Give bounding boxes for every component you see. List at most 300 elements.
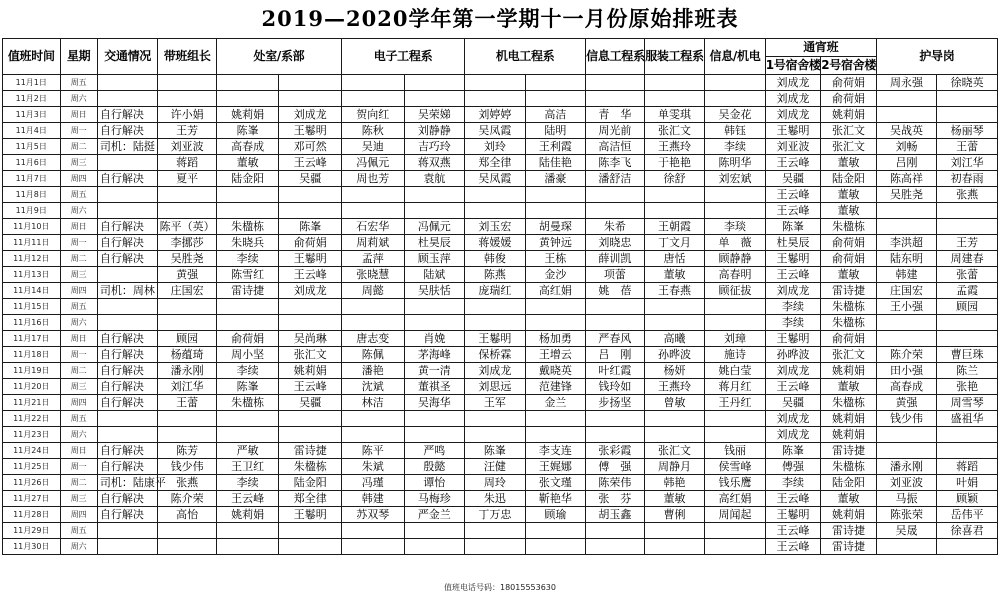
header-fashion: 服装工程系: [644, 39, 705, 75]
cell-guard-1: 李洪超: [876, 235, 937, 251]
table-row: [3, 219, 998, 235]
cell-electronic-1: [342, 523, 405, 539]
cell-guard-2: 徐晓英: [937, 75, 998, 91]
cell-week: 周日: [60, 443, 97, 459]
cell-date: 11月3日: [3, 107, 61, 123]
cell-mechatronic-1: 刘成龙: [465, 363, 526, 379]
cell-mechatronic-1: [465, 75, 526, 91]
cell-traffic: [97, 155, 158, 171]
cell-guard-2: [937, 331, 998, 347]
cell-dorm1: 吴疆: [765, 171, 820, 187]
cell-guard-1: 陈张荣: [876, 507, 937, 523]
cell-traffic: 司机：周林: [97, 283, 158, 299]
cell-traffic: 自行解决: [97, 395, 158, 411]
cell-traffic: 自行解决: [97, 171, 158, 187]
cell-guard-1: 刘畅: [876, 139, 937, 155]
cell-info-mech: [705, 539, 766, 555]
cell-mechatronic-2: [525, 411, 586, 427]
cell-info-mech: [705, 91, 766, 107]
cell-date: 11月23日: [3, 427, 61, 443]
cell-electronic-2: 马梅珍: [404, 491, 465, 507]
cell-dorm2: 雷诗捷: [821, 443, 877, 459]
table-row: [3, 91, 998, 107]
cell-date: 11月12日: [3, 251, 61, 267]
cell-guard-1: 黄强: [876, 395, 937, 411]
cell-dorm1: 刘亚波: [765, 139, 820, 155]
cell-office-1: 俞荷娟: [216, 331, 279, 347]
table-row: [3, 523, 998, 539]
cell-fashion: 徐舒: [644, 171, 705, 187]
cell-office-2: 王鬈明: [279, 251, 342, 267]
cell-date: 11月21日: [3, 395, 61, 411]
cell-guard-2: [937, 443, 998, 459]
cell-electronic-1: 朱斌: [342, 459, 405, 475]
cell-guard-1: [876, 91, 937, 107]
cell-dorm2: 姚莉娟: [821, 427, 877, 443]
cell-office-1: 雷诗捷: [216, 283, 279, 299]
cell-info: [586, 315, 645, 331]
cell-office-2: 王云峰: [279, 379, 342, 395]
cell-electronic-2: [404, 427, 465, 443]
cell-mechatronic-2: 张文瑾: [525, 475, 586, 491]
cell-dorm1: 陈峯: [765, 219, 820, 235]
cell-fashion: 单雯琪: [644, 107, 705, 123]
cell-info-mech: [705, 299, 766, 315]
cell-guard-2: [937, 219, 998, 235]
cell-dorm2: 姚莉娟: [821, 363, 877, 379]
cell-mechatronic-1: [465, 299, 526, 315]
cell-dorm1: 孙晔波: [765, 347, 820, 363]
cell-guard-1: 陈介荣: [876, 347, 937, 363]
cell-week: 周五: [60, 187, 97, 203]
cell-electronic-1: 周莉斌: [342, 235, 405, 251]
cell-office-2: 王云峰: [279, 155, 342, 171]
cell-info-mech: 侯雪峰: [705, 459, 766, 475]
cell-mechatronic-1: 汪健: [465, 459, 526, 475]
cell-dorm1: 李续: [765, 475, 820, 491]
cell-leader: [158, 75, 217, 91]
cell-office-1: [216, 411, 279, 427]
cell-fashion: 王燕玲: [644, 139, 705, 155]
table-row: [3, 187, 998, 203]
cell-electronic-2: 谭怡: [404, 475, 465, 491]
cell-electronic-1: 周懿: [342, 283, 405, 299]
cell-mechatronic-1: [465, 411, 526, 427]
cell-dorm2: 董敏: [821, 379, 877, 395]
cell-mechatronic-1: [465, 427, 526, 443]
cell-info: 薛训凯: [586, 251, 645, 267]
cell-office-1: 姚莉娟: [216, 507, 279, 523]
cell-electronic-1: [342, 187, 405, 203]
cell-office-1: 陈峯: [216, 379, 279, 395]
cell-office-1: [216, 315, 279, 331]
cell-electronic-2: 陆斌: [404, 267, 465, 283]
cell-week: 周二: [60, 363, 97, 379]
cell-fashion: [644, 523, 705, 539]
cell-week: 周一: [60, 347, 97, 363]
cell-electronic-2: 黄一清: [404, 363, 465, 379]
cell-mechatronic-1: 王鬈明: [465, 331, 526, 347]
cell-electronic-1: 冯佩元: [342, 155, 405, 171]
table-row: [3, 251, 998, 267]
header-info: 信息工程系: [586, 39, 645, 75]
cell-guard-1: 田小强: [876, 363, 937, 379]
cell-fashion: [644, 427, 705, 443]
cell-leader: 黄强: [158, 267, 217, 283]
cell-guard-1: [876, 203, 937, 219]
cell-dorm1: 王鬈明: [765, 507, 820, 523]
cell-electronic-2: 杜昊辰: [404, 235, 465, 251]
cell-dorm2: 姚莉娟: [821, 507, 877, 523]
table-row: [3, 491, 998, 507]
cell-dorm2: 朱楹栋: [821, 315, 877, 331]
header-overnight: 通宵班: [765, 39, 876, 57]
cell-mechatronic-1: 蒋媛媛: [465, 235, 526, 251]
cell-mechatronic-1: 陈燕: [465, 267, 526, 283]
table-row: [3, 475, 998, 491]
cell-office-2: 吴尚琳: [279, 331, 342, 347]
cell-office-2: 俞荷娟: [279, 235, 342, 251]
cell-info-mech: 李琰: [705, 219, 766, 235]
cell-dorm1: 王云峰: [765, 379, 820, 395]
cell-date: 11月8日: [3, 187, 61, 203]
cell-dorm2: 俞荷娟: [821, 331, 877, 347]
cell-office-2: [279, 187, 342, 203]
cell-electronic-1: 林洁: [342, 395, 405, 411]
header-guard: 护导岗: [876, 39, 997, 75]
cell-info-mech: 刘宏斌: [705, 171, 766, 187]
cell-mechatronic-1: [465, 539, 526, 555]
cell-traffic: [97, 315, 158, 331]
cell-traffic: [97, 523, 158, 539]
cell-office-2: 张汇文: [279, 347, 342, 363]
cell-guard-2: [937, 539, 998, 555]
table-row: [3, 203, 998, 219]
cell-date: 11月26日: [3, 475, 61, 491]
cell-mechatronic-1: 丁万忠: [465, 507, 526, 523]
cell-week: 周三: [60, 267, 97, 283]
cell-dorm2: 董敏: [821, 203, 877, 219]
cell-leader: [158, 427, 217, 443]
cell-leader: [158, 539, 217, 555]
cell-office-2: 姚莉娟: [279, 363, 342, 379]
cell-dorm1: 王云峰: [765, 187, 820, 203]
table-row: [3, 411, 998, 427]
cell-date: 11月27日: [3, 491, 61, 507]
cell-fashion: 韩艳: [644, 475, 705, 491]
cell-week: 周一: [60, 235, 97, 251]
cell-mechatronic-2: 王娓娜: [525, 459, 586, 475]
cell-traffic: 自行解决: [97, 379, 158, 395]
cell-fashion: 张汇文: [644, 443, 705, 459]
cell-traffic: 司机：陆康平: [97, 475, 158, 491]
cell-fashion: 周静月: [644, 459, 705, 475]
cell-guard-1: [876, 539, 937, 555]
header-dorm2: 2号宿舍楼: [821, 57, 877, 75]
cell-office-1: 高春成: [216, 139, 279, 155]
cell-mechatronic-2: 金兰: [525, 395, 586, 411]
cell-leader: 蒋蹈: [158, 155, 217, 171]
cell-date: 11月24日: [3, 443, 61, 459]
cell-info: 叶红霞: [586, 363, 645, 379]
cell-guard-1: [876, 107, 937, 123]
cell-office-2: 王鬈明: [279, 507, 342, 523]
cell-electronic-1: 陈秋: [342, 123, 405, 139]
cell-fashion: [644, 539, 705, 555]
header-date: 值班时间: [3, 39, 61, 75]
cell-date: 11月10日: [3, 219, 61, 235]
cell-dorm2: 俞荷娟: [821, 235, 877, 251]
cell-dorm2: 姚莉娟: [821, 107, 877, 123]
cell-dorm2: 陆金阳: [821, 171, 877, 187]
cell-dorm2: 俞荷娟: [821, 251, 877, 267]
cell-dorm2: 雷诗捷: [821, 523, 877, 539]
cell-info: 胡玉鑫: [586, 507, 645, 523]
cell-info-mech: 姚白莹: [705, 363, 766, 379]
cell-info: 傅 强: [586, 459, 645, 475]
cell-office-1: 李续: [216, 363, 279, 379]
cell-dorm2: 张汇文: [821, 347, 877, 363]
cell-electronic-1: [342, 203, 405, 219]
header-info-mech: 信息/机电: [705, 39, 766, 75]
cell-electronic-2: 蒋双燕: [404, 155, 465, 171]
cell-office-2: [279, 427, 342, 443]
cell-info-mech: 高春明: [705, 267, 766, 283]
cell-dorm2: 张汇文: [821, 139, 877, 155]
cell-office-1: [216, 523, 279, 539]
cell-date: 11月7日: [3, 171, 61, 187]
cell-info-mech: [705, 203, 766, 219]
cell-electronic-1: [342, 299, 405, 315]
cell-info-mech: 高红娟: [705, 491, 766, 507]
cell-guard-1: 高春成: [876, 379, 937, 395]
cell-week: 周六: [60, 315, 97, 331]
cell-guard-2: 曹巨珠: [937, 347, 998, 363]
cell-traffic: 自行解决: [97, 107, 158, 123]
cell-info: 项蕾: [586, 267, 645, 283]
cell-info: [586, 187, 645, 203]
cell-office-1: 朱楹栋: [216, 219, 279, 235]
cell-office-2: 王鬈明: [279, 123, 342, 139]
cell-mechatronic-1: [465, 187, 526, 203]
cell-traffic: 自行解决: [97, 123, 158, 139]
cell-info-mech: 单 薇: [705, 235, 766, 251]
table-row: [3, 75, 998, 91]
cell-electronic-2: 吴肤恬: [404, 283, 465, 299]
header-week: 星期: [60, 39, 97, 75]
cell-fashion: 张汇文: [644, 123, 705, 139]
cell-electronic-1: [342, 315, 405, 331]
cell-dorm2: 董敏: [821, 187, 877, 203]
cell-dorm1: 杜昊辰: [765, 235, 820, 251]
cell-electronic-2: [404, 539, 465, 555]
table-row: [3, 331, 998, 347]
cell-guard-2: [937, 91, 998, 107]
cell-info: [586, 91, 645, 107]
cell-leader: [158, 203, 217, 219]
cell-dorm1: 陈峯: [765, 443, 820, 459]
cell-electronic-1: [342, 91, 405, 107]
table-row: [3, 347, 998, 363]
cell-traffic: 自行解决: [97, 443, 158, 459]
cell-dorm2: 朱楹栋: [821, 219, 877, 235]
cell-date: 11月19日: [3, 363, 61, 379]
cell-info: 张 芬: [586, 491, 645, 507]
cell-info-mech: 施诗: [705, 347, 766, 363]
cell-electronic-2: 殷懿: [404, 459, 465, 475]
cell-guard-2: 岳伟平: [937, 507, 998, 523]
cell-dorm2: 姚莉娟: [821, 411, 877, 427]
cell-guard-1: 潘永刚: [876, 459, 937, 475]
cell-traffic: [97, 299, 158, 315]
cell-date: 11月5日: [3, 139, 61, 155]
cell-info-mech: 陈明华: [705, 155, 766, 171]
header-electronic: 电子工程系: [342, 39, 465, 75]
table-row: [3, 171, 998, 187]
cell-guard-1: 吴胜尧: [876, 187, 937, 203]
cell-mechatronic-2: 戴晓英: [525, 363, 586, 379]
cell-info: [586, 75, 645, 91]
cell-leader: 李挪莎: [158, 235, 217, 251]
cell-guard-1: [876, 315, 937, 331]
cell-dorm2: 朱楹栋: [821, 459, 877, 475]
table-row: [3, 299, 998, 315]
cell-info: [586, 203, 645, 219]
cell-dorm1: 王云峰: [765, 523, 820, 539]
cell-electronic-2: [404, 187, 465, 203]
cell-dorm1: 李续: [765, 315, 820, 331]
cell-week: 周四: [60, 283, 97, 299]
cell-electronic-2: 袁航: [404, 171, 465, 187]
cell-guard-2: 顾颖: [937, 491, 998, 507]
cell-traffic: 自行解决: [97, 491, 158, 507]
cell-guard-1: 吴战英: [876, 123, 937, 139]
table-row: [3, 123, 998, 139]
cell-office-2: [279, 75, 342, 91]
cell-info: 吕 刚: [586, 347, 645, 363]
cell-date: 11月11日: [3, 235, 61, 251]
table-row: [3, 459, 998, 475]
cell-guard-2: 王蕾: [937, 139, 998, 155]
cell-guard-2: 孟霞: [937, 283, 998, 299]
cell-electronic-1: [342, 539, 405, 555]
cell-fashion: 王春燕: [644, 283, 705, 299]
cell-office-1: 李续: [216, 475, 279, 491]
cell-mechatronic-1: 王军: [465, 395, 526, 411]
cell-electronic-1: [342, 427, 405, 443]
cell-info: 严春风: [586, 331, 645, 347]
cell-mechatronic-2: [525, 187, 586, 203]
cell-info-mech: [705, 187, 766, 203]
cell-office-1: [216, 299, 279, 315]
cell-week: 周五: [60, 411, 97, 427]
cell-electronic-1: [342, 75, 405, 91]
cell-date: 11月15日: [3, 299, 61, 315]
cell-dorm2: 董敏: [821, 491, 877, 507]
cell-info: 周光前: [586, 123, 645, 139]
sheet-title: 2019—2020学年第一学期十一月份原始排班表: [261, 6, 739, 31]
cell-date: 11月20日: [3, 379, 61, 395]
cell-dorm2: 陆金阳: [821, 475, 877, 491]
cell-electronic-1: 唐志变: [342, 331, 405, 347]
cell-dorm2: 董敏: [821, 155, 877, 171]
cell-leader: 陈介荣: [158, 491, 217, 507]
cell-electronic-2: 刘静静: [404, 123, 465, 139]
cell-mechatronic-2: 高洁: [525, 107, 586, 123]
cell-mechatronic-2: 胡曼琛: [525, 219, 586, 235]
cell-fashion: [644, 411, 705, 427]
cell-guard-1: [876, 331, 937, 347]
cell-week: 周四: [60, 507, 97, 523]
cell-leader: [158, 187, 217, 203]
cell-mechatronic-1: 刘婷婷: [465, 107, 526, 123]
cell-info: 张彩霞: [586, 443, 645, 459]
cell-fashion: 王燕玲: [644, 379, 705, 395]
cell-leader: 高怡: [158, 507, 217, 523]
cell-dorm2: 俞荷娟: [821, 75, 877, 91]
cell-date: 11月9日: [3, 203, 61, 219]
cell-dorm1: 王鬈明: [765, 331, 820, 347]
cell-leader: 顾园: [158, 331, 217, 347]
cell-electronic-1: 韩建: [342, 491, 405, 507]
cell-office-2: 郑全律: [279, 491, 342, 507]
cell-info-mech: 吴金花: [705, 107, 766, 123]
cell-info: [586, 523, 645, 539]
header-leader: 带班组长: [158, 39, 217, 75]
cell-guard-1: 马振: [876, 491, 937, 507]
cell-mechatronic-1: 刘思远: [465, 379, 526, 395]
cell-office-2: 吴疆: [279, 395, 342, 411]
cell-info: 刘晓忠: [586, 235, 645, 251]
cell-date: 11月6日: [3, 155, 61, 171]
cell-guard-1: 庄国宏: [876, 283, 937, 299]
cell-dorm2: 朱楹栋: [821, 395, 877, 411]
cell-mechatronic-2: 金沙: [525, 267, 586, 283]
cell-guard-1: 吴晟: [876, 523, 937, 539]
cell-dorm2: 董敏: [821, 267, 877, 283]
cell-guard-2: 陈兰: [937, 363, 998, 379]
cell-week: 周五: [60, 75, 97, 91]
cell-office-1: 陆金阳: [216, 171, 279, 187]
cell-mechatronic-1: 刘玉宏: [465, 219, 526, 235]
cell-traffic: [97, 267, 158, 283]
cell-leader: 刘亚波: [158, 139, 217, 155]
cell-dorm1: 刘成龙: [765, 427, 820, 443]
cell-mechatronic-2: 范建锋: [525, 379, 586, 395]
cell-mechatronic-1: [465, 91, 526, 107]
table-row: [3, 155, 998, 171]
cell-guard-1: [876, 219, 937, 235]
cell-leader: 陈芳: [158, 443, 217, 459]
cell-office-1: 姚莉娟: [216, 107, 279, 123]
cell-office-2: [279, 411, 342, 427]
cell-leader: [158, 315, 217, 331]
cell-fashion: [644, 315, 705, 331]
cell-office-1: [216, 427, 279, 443]
cell-date: 11月17日: [3, 331, 61, 347]
cell-fashion: [644, 91, 705, 107]
cell-electronic-2: [404, 299, 465, 315]
cell-week: 周三: [60, 491, 97, 507]
cell-guard-2: 张艳: [937, 379, 998, 395]
cell-leader: 夏平: [158, 171, 217, 187]
cell-mechatronic-2: 杨加勇: [525, 331, 586, 347]
cell-week: 周三: [60, 379, 97, 395]
cell-info: 朱希: [586, 219, 645, 235]
cell-guard-1: 刘亚波: [876, 475, 937, 491]
cell-electronic-1: 孟萍: [342, 251, 405, 267]
cell-leader: 钱少伟: [158, 459, 217, 475]
